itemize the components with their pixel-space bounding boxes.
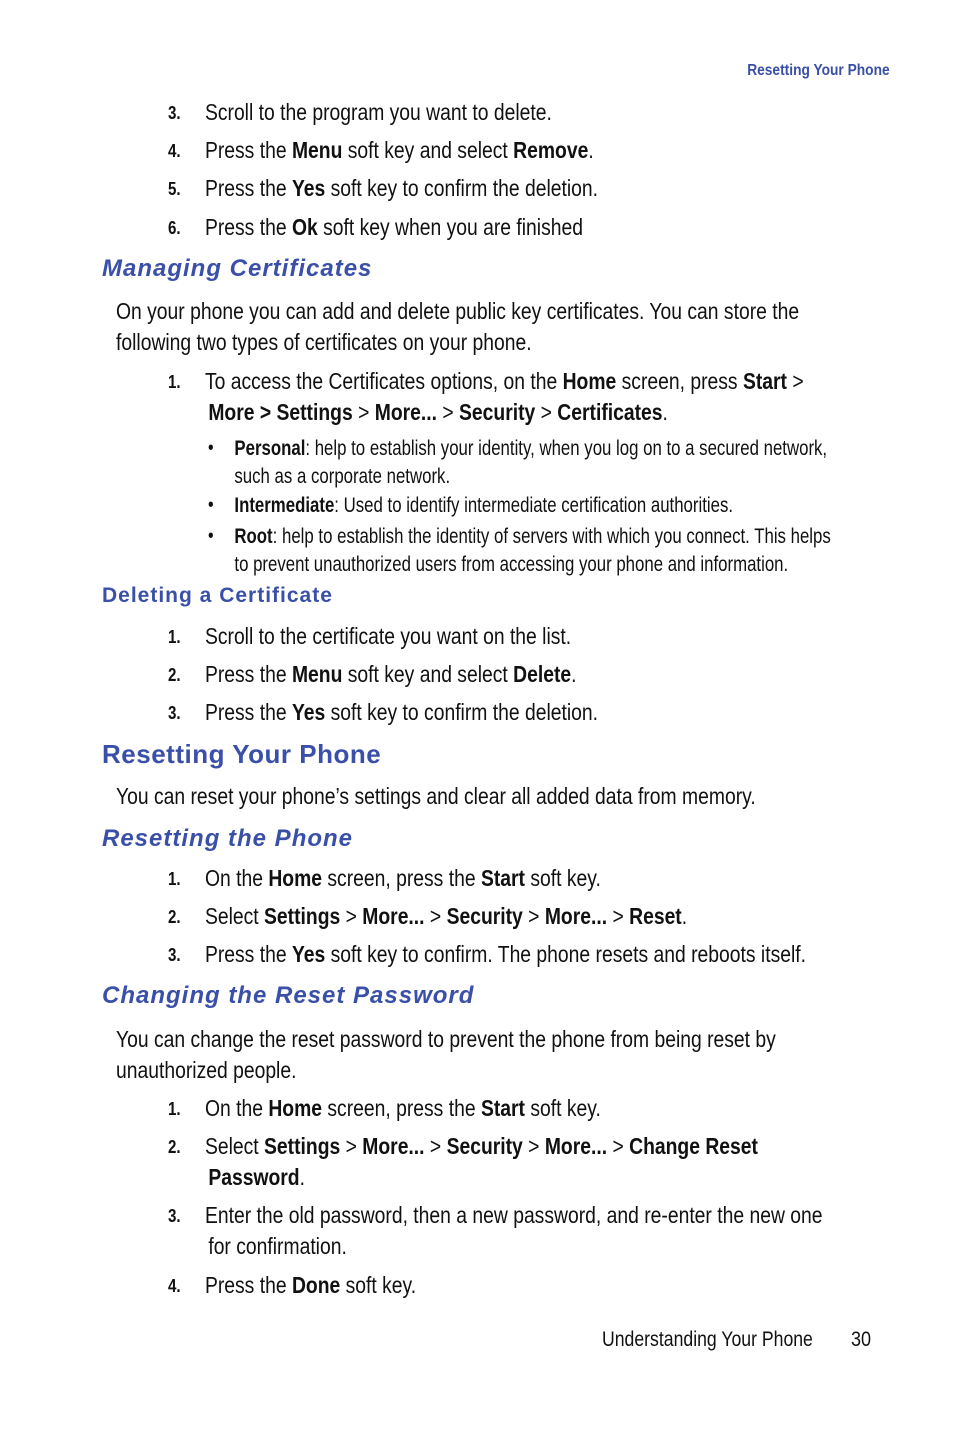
text: To access the Certificates options, on the [204, 368, 563, 394]
step-text [205, 901, 687, 932]
step-text [205, 135, 594, 166]
start-key: Start [480, 865, 525, 891]
footer-title: Understanding Your Phone [602, 1328, 813, 1351]
text: . [662, 399, 668, 425]
ok-key: Ok [291, 214, 318, 240]
step-text [205, 621, 571, 652]
step-text-line-2: for confirmation. [208, 1233, 347, 1259]
text: > [535, 399, 558, 425]
delete-option: Delete [513, 661, 572, 687]
certificates-option: Certificates [557, 399, 663, 425]
text: > [607, 903, 630, 929]
security-option: Security [446, 1133, 523, 1159]
change-reset-option: Change Reset [629, 1133, 758, 1159]
text: Press the [204, 1272, 292, 1298]
step-text-line-2 [208, 397, 668, 428]
text: On the [204, 1095, 269, 1121]
step-text [205, 212, 583, 243]
changing-para-line-1: You can change the reset password to prevent the phone from being reset by [116, 1026, 776, 1052]
step-number: 3. [168, 103, 181, 123]
text: soft key. [340, 1272, 417, 1298]
done-key: Done [291, 1272, 341, 1298]
reset-option: Reset [629, 903, 682, 929]
step-number: 5. [168, 179, 181, 199]
text: : help to establish your identity, when you log on to a secured network, [305, 437, 828, 460]
bullet-text-line-2: such as a corporate network. [234, 465, 451, 488]
text: Scroll to the program you want to delete. [204, 99, 552, 125]
step-number: 4. [168, 141, 181, 161]
step-number: 3. [168, 1206, 181, 1226]
step-text-line-2 [208, 1162, 305, 1193]
running-head: Resetting Your Phone [747, 62, 890, 79]
page-number: 30 [851, 1328, 872, 1351]
settings-option: Settings [264, 903, 341, 929]
text: Press the [204, 137, 292, 163]
step-text [205, 863, 601, 894]
more-option: More... [362, 1133, 425, 1159]
text: screen, press the [322, 865, 481, 891]
step-text [205, 697, 598, 728]
step-number: 3. [168, 945, 181, 965]
text: . [571, 661, 577, 687]
more-option: More... [374, 399, 438, 425]
security-option: Security [459, 399, 536, 425]
bullet-dot: • [208, 437, 214, 459]
heading-changing-reset-password: Changing the Reset Password [102, 982, 475, 1009]
home-screen: Home [268, 1095, 323, 1121]
menu-key: Menu [291, 137, 343, 163]
step-number: 2. [168, 1137, 181, 1157]
text: Select [204, 1133, 265, 1159]
text: Press the [204, 214, 292, 240]
text: screen, press [616, 368, 743, 394]
more-settings: More > Settings [208, 399, 353, 425]
text: > [437, 399, 460, 425]
text: > [522, 1133, 545, 1159]
more-option: More... [544, 1133, 608, 1159]
step-text [205, 939, 806, 970]
text: > [424, 903, 447, 929]
bullet-text [234, 523, 830, 551]
text: . [588, 137, 594, 163]
text: screen, press the [322, 1095, 481, 1121]
text: > [522, 903, 545, 929]
text: soft key to confirm. The phone resets and reboots itself. [325, 941, 807, 967]
step-text [205, 173, 598, 204]
step-text-line-1 [205, 1131, 758, 1162]
bullet-text [234, 492, 733, 520]
text: soft key to confirm the deletion. [325, 175, 599, 201]
password-option: Password [208, 1164, 300, 1190]
text: > [424, 1133, 447, 1159]
remove-option: Remove [513, 137, 589, 163]
bullet-dot: • [208, 494, 214, 516]
heading-resetting-the-phone: Resetting the Phone [102, 825, 354, 852]
heading-resetting-your-phone: Resetting Your Phone [102, 739, 382, 769]
text: Select [204, 903, 265, 929]
text: . [299, 1164, 305, 1190]
text: Scroll to the certificate you want on the list. [204, 623, 572, 649]
heading-managing-certificates: Managing Certificates [102, 255, 373, 282]
yes-key: Yes [291, 175, 326, 201]
text: Press the [204, 941, 292, 967]
step-number: 1. [168, 372, 181, 392]
text: On the [204, 865, 269, 891]
step-number: 2. [168, 907, 181, 927]
security-option: Security [446, 903, 523, 929]
text: > [607, 1133, 630, 1159]
step-text [205, 1270, 416, 1301]
text: soft key and select [342, 137, 514, 163]
step-number: 1. [168, 627, 181, 647]
bullet-term: Personal [234, 437, 306, 460]
text: > [340, 903, 363, 929]
text: soft key and select [342, 661, 514, 687]
step-number: 2. [168, 665, 181, 685]
step-text [205, 659, 577, 690]
bullet-text-line-2: to prevent unauthorized users from accessing your phone and information. [234, 553, 789, 576]
text: soft key when you are finished [317, 214, 583, 240]
more-option: More... [544, 903, 608, 929]
managing-para-line-2: following two types of certificates on your phone. [116, 329, 532, 355]
text: Press the [204, 175, 292, 201]
text: > [786, 368, 804, 394]
text: soft key. [524, 865, 601, 891]
text: Press the [204, 699, 292, 725]
start-key: Start [480, 1095, 525, 1121]
step-number: 6. [168, 218, 181, 238]
step-text-line-1 [205, 366, 804, 397]
text: > [340, 1133, 363, 1159]
text: . [681, 903, 688, 929]
changing-para-line-2: unauthorized people. [116, 1057, 297, 1083]
step-text [205, 1093, 601, 1124]
yes-key: Yes [291, 941, 326, 967]
home-screen: Home [562, 368, 617, 394]
text: Press the [204, 661, 292, 687]
step-number: 4. [168, 1276, 181, 1296]
step-text [205, 97, 552, 128]
heading-deleting-certificate: Deleting a Certificate [102, 584, 333, 607]
bullet-term: Intermediate [234, 494, 335, 517]
bullet-dot: • [208, 525, 214, 547]
settings-option: Settings [264, 1133, 341, 1159]
bullet-text [234, 435, 827, 463]
step-text-line-1: Enter the old password, then a new password, and re-enter the new one [204, 1202, 823, 1228]
home-screen: Home [268, 865, 323, 891]
menu-key: Menu [291, 661, 343, 687]
text: : Used to identify intermediate certification authorities. [334, 494, 734, 517]
yes-key: Yes [291, 699, 326, 725]
resetting-para: You can reset your phone’s settings and clear all added data from memory. [116, 783, 756, 809]
step-number: 3. [168, 703, 181, 723]
step-number: 1. [168, 1099, 181, 1119]
text: : help to establish the identity of servers with which you connect. This helps [272, 525, 831, 548]
managing-para-line-1: On your phone you can add and delete public key certificates. You can store the [116, 298, 800, 324]
start-key: Start [742, 368, 787, 394]
more-option: More... [362, 903, 425, 929]
step-number: 1. [168, 869, 181, 889]
text: soft key to confirm the deletion. [325, 699, 599, 725]
text: soft key. [524, 1095, 601, 1121]
bullet-term: Root [234, 525, 273, 548]
text: > [352, 399, 375, 425]
